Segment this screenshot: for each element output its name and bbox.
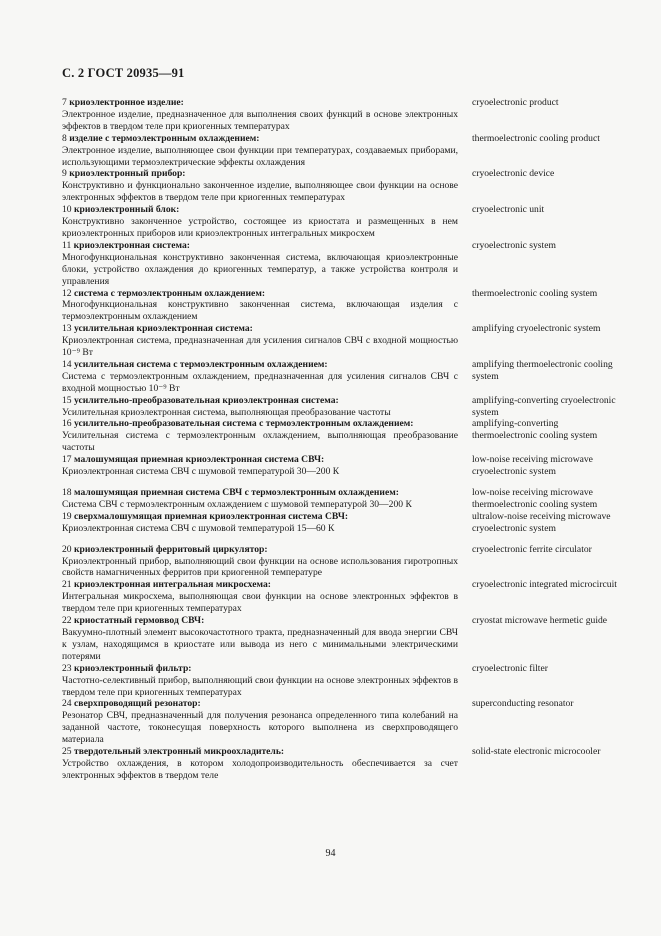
term-english: amplifying cryoelectronic system — [472, 323, 601, 335]
term-definition: Усилительная система с термоэлектронным охлаждением, выполняющая преобразование частоты — [62, 430, 458, 454]
term-number: 15 — [62, 394, 72, 406]
term-number: 7 — [62, 97, 67, 108]
term-definition: Криоэлектронная система СВЧ с шумовой температурой 15—60 К — [62, 522, 335, 534]
term-number: 13 — [62, 323, 72, 335]
term-title: сверхмалошумящая приемная криоэлектронная система СВЧ: — [74, 510, 349, 522]
term-title: усилительная система с термоэлектронным охлаждением: — [74, 358, 328, 370]
term-number: 16 — [62, 418, 72, 430]
term-definition: Криоэлектронный прибор, выполняющий свои функции на основе использования гиротропных свойств намагниченных ферритов при криогенной температуре — [62, 555, 458, 579]
term-number: 17 — [62, 454, 72, 466]
terms-list — [62, 97, 622, 782]
term-english: amplifying-converting cryoelectronic system — [472, 394, 616, 418]
term-entry — [62, 511, 622, 535]
term-title: малошумящая приемная криоэлектронная система СВЧ: — [74, 454, 325, 466]
term-number: 12 — [62, 287, 72, 299]
term-entry — [62, 395, 622, 419]
page-number: 94 — [325, 848, 336, 859]
term-english: low-noise receiving microwave thermoelectronic cooling system — [472, 487, 598, 510]
term-number: 10 — [62, 204, 72, 216]
term-definition: Система с термоэлектронным охлаждением, предназначенная для усиления сигналов СВЧ с входной мощностью 10⁻⁹ Вт — [62, 370, 458, 394]
term-english: superconducting resonator — [472, 698, 574, 710]
term-number: 22 — [62, 615, 72, 627]
term-number: 23 — [62, 662, 72, 674]
term-english: solid-state electronic microcooler — [472, 746, 601, 758]
term-english: amplifying-converting thermoelectronic cooling system — [472, 418, 598, 442]
term-definition: Конструктивно законченное устройство, состоящее из криостата и размещенных в нем криоэлектронных приборов или криоэлектронных интегральных микросхем — [62, 216, 458, 239]
term-english: thermoelectronic cooling system — [472, 287, 598, 299]
term-entry — [62, 698, 622, 746]
term-title: малошумящая приемная система СВЧ с термоэлектронным охлаждением: — [74, 487, 399, 498]
term-english: cryoelectronic system — [472, 239, 556, 251]
term-definition: Многофункциональная конструктивно законченная система, включающая изделия с термоэлектронным охлаждением — [62, 299, 458, 323]
term-english: ultralow-noise receiving microwave cryoelectronic system — [472, 510, 611, 534]
term-number: 25 — [62, 746, 72, 758]
term-definition: Электронное изделие, выполняющее свои функции при температурах, создаваемых приборами, использующими термоэлектрические эффекты охлаждения — [62, 144, 458, 168]
term-entry — [62, 615, 622, 663]
term-english: amplifying thermoelectronic cooling system — [472, 358, 613, 382]
term-english: cryoelectronic product — [472, 97, 559, 108]
term-number: 8 — [62, 132, 67, 144]
term-title: система с термоэлектронным охлаждением: — [74, 287, 266, 299]
term-number: 14 — [62, 358, 72, 370]
term-english: cryostat microwave hermetic guide — [472, 615, 608, 627]
term-entry — [62, 133, 622, 169]
term-title: изделие с термоэлектронным охлаждением: — [69, 132, 260, 144]
term-title: криоэлектронная система: — [73, 239, 190, 251]
term-entry — [62, 204, 622, 240]
term-entry — [62, 579, 622, 615]
term-number: 9 — [62, 168, 67, 180]
term-entry — [62, 454, 622, 478]
term-definition: Частотно-селективный прибор, выполняющий свои функции на основе электронных эффектов в твердом теле при криогенных температурах — [62, 674, 458, 698]
term-entry — [62, 487, 622, 511]
term-title: криоэлектронное изделие: — [69, 97, 184, 108]
term-entry — [62, 323, 622, 359]
term-entry — [62, 746, 622, 782]
term-definition: Вакуумно-плотный элемент высокочастотного тракта, предназначенный для ввода энергии СВЧ к узлам, находящимся в криостате или вывода из него с минимальными электрическими потерями — [62, 626, 458, 662]
term-definition: Криоэлектронная система СВЧ с шумовой температурой 30—200 К — [62, 466, 340, 478]
term-number: 24 — [62, 698, 72, 710]
term-english: cryoelectronic filter — [472, 662, 548, 674]
term-title: усилительная криоэлектронная система: — [74, 323, 253, 335]
term-entry — [62, 240, 622, 288]
page-header: С. 2 ГОСТ 20935—91 — [62, 66, 185, 80]
term-english: thermoelectronic cooling product — [472, 132, 600, 144]
term-number: 11 — [62, 239, 72, 251]
term-entry — [62, 663, 622, 699]
term-title: криоэлектронная интегральная микросхема: — [74, 579, 271, 591]
term-title: усилительно-преобразовательная система с термоэлектронным охлаждением: — [74, 418, 414, 430]
term-entry — [62, 288, 622, 324]
term-title: криостатный гермоввод СВЧ: — [74, 615, 205, 627]
term-definition: Конструктивно и функционально законченное изделие, выполняющее свои функции на основе электронных эффектов в твердом теле при криогенных температурах — [62, 180, 458, 204]
term-english: cryoelectronic unit — [472, 204, 545, 216]
term-entry — [62, 97, 622, 133]
term-definition: Электронное изделие, предназначенное для выполнения своих функций в основе электронных эффектов в твердом теле при криогенных температурах — [62, 108, 458, 132]
term-entry — [62, 418, 622, 454]
term-definition: Интегральная микросхема, выполняющая свои функции на основе электронных эффектов в твердом теле при криогенных температурах — [62, 591, 458, 615]
term-english: cryoelectronic ferrite circulator — [472, 543, 592, 555]
term-number: 19 — [62, 510, 72, 522]
term-english: cryoelectronic integrated microcircuit — [472, 579, 617, 591]
term-title: криоэлектронный фильтр: — [74, 662, 192, 674]
term-title: усилительно-преобразовательная криоэлектронная система: — [74, 394, 339, 406]
term-definition: Резонатор СВЧ, предназначенный для получения резонанса определенного типа колебаний на заданной частоте, токонесущая поверхность которого выполнена из сверхпроводящего материала — [62, 710, 458, 746]
term-definition: Система СВЧ с термоэлектронным охлаждением с шумовой температурой 30—200 К — [62, 498, 412, 510]
term-definition: Многофункциональная конструктивно законченная система, включающая криоэлектронные блоки, устройство охлаждения до криогенных температур, а также устройства контроля и управления — [62, 251, 458, 287]
term-definition: Криоэлектронная система, предназначенная для усиления сигналов СВЧ с входной мощностью 10⁻⁹ Вт — [62, 335, 458, 359]
term-title: криоэлектронный прибор: — [69, 168, 186, 180]
term-number: 21 — [62, 579, 72, 591]
term-number: 20 — [62, 543, 72, 555]
term-english: cryoelectronic device — [472, 168, 555, 180]
term-definition: Усилительная криоэлектронная система, выполняющая преобразование частоты — [62, 406, 391, 418]
term-title: сверхпроводящий резонатор: — [74, 698, 201, 710]
term-title: криоэлектронный блок: — [74, 204, 180, 216]
term-entry — [62, 359, 622, 395]
term-title: твердотельный электронный микроохладитель: — [74, 746, 285, 758]
term-entry — [62, 168, 622, 204]
term-number: 18 — [62, 487, 72, 498]
term-title: криоэлектронный ферритовый циркулятор: — [74, 543, 268, 555]
term-entry — [62, 544, 622, 580]
term-english: low-noise receiving microwave cryoelectronic system — [472, 454, 593, 478]
term-definition: Устройство охлаждения, в котором холодопроизводительность обеспечивается за счет электронных эффектов в твердом теле — [62, 757, 458, 781]
